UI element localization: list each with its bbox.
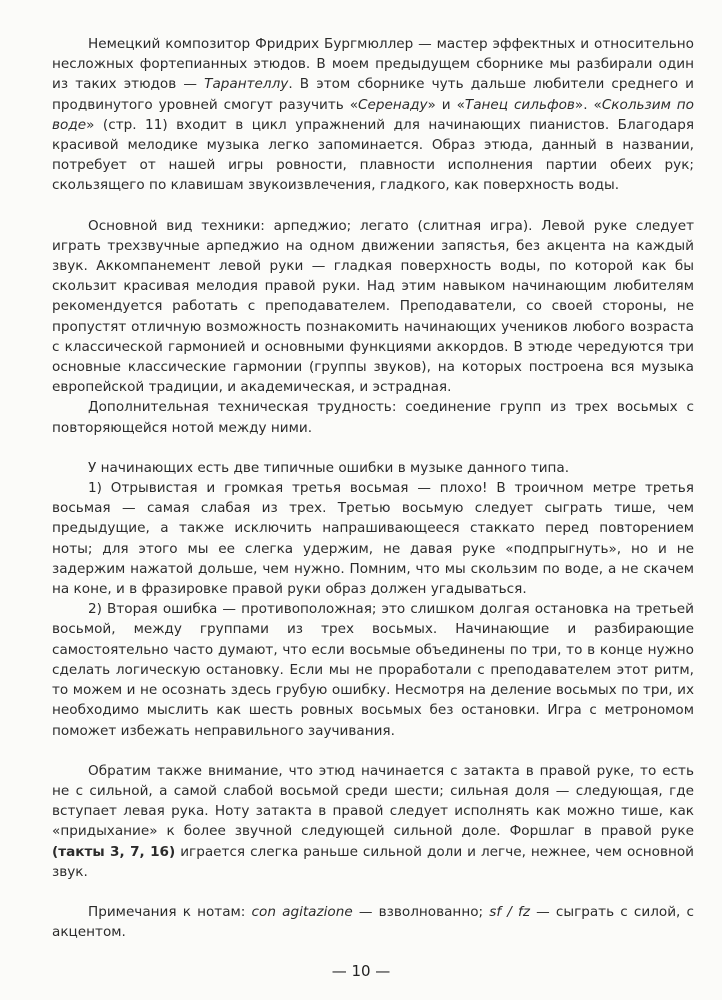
paragraph-mistakes-intro: У начинающих есть две типичные ошибки в музыке данного типа. bbox=[88, 459, 570, 476]
bars-reference: (такты 3, 7, 16) bbox=[52, 843, 176, 860]
title-sylph-dance: Танец сильфов bbox=[464, 96, 575, 113]
page-body bbox=[52, 34, 694, 942]
paragraph-upbeat: Обратим также внимание, что этюд начинается с затакта в правой руке, то есть не с сильной, а самой слабой восьмой среди шести; сильная доля — следующая, где вступает левая рука. Ноту затакта в правой следует исполнять как можно тише, как «придыхание» к более звучной следующей сильной доле. Форшлаг в правой руке (такты 3, 7, 16) играется слегка раньше сильной доли и легче, нежнее, чем основной звук. bbox=[52, 762, 694, 880]
spacer bbox=[52, 196, 694, 216]
paragraph-technique: Основной вид техники: арпеджио; легато (слитная игра). Левой руке следует играть трехзвучные арпеджио на одном движении запястья, без акцента на каждый звук. Аккомпанемент левой руки — гладкая поверхность воды, по которой как бы скользит красивая мелодия правой руки. Над этим навыком начинающим любителям рекомендуется работать с преподавателем. Преподаватели, со своей стороны, не пропустят отличную возможность познакомить начинающих учеников любого возраста с классической гармонией и основными функциями аккордов. В этюде чередуются три основные классические гармонии (группы звуков), на которых построена вся музыка европейской традиции, и академическая, и эстрадная. bbox=[52, 217, 694, 396]
paragraph-intro: Немецкий композитор Фридрих Бургмюллер — мастер эффектных и относительно несложных фортепианных этюдов. В моем предыдущем сборнике мы разбирали один из таких этюдов — Тарантеллу. В этом сборнике чуть дальше любители среднего и продвинутого уровней смогут разучить «Серенаду» и «Танец сильфов». «Скользим по воде» (стр. 11) входит в цикл упражнений для начинающих пианистов. Благодаря красивой мелодике музыка легко запоминается. Образ этюда, данный в названии, потребует от нашей игры ровности, плавности исполнения партии обеих рук; скользящего по клавишам звукоизвлечения, гладкого, как поверхность воды. bbox=[52, 36, 694, 194]
title-serenade: Серенаду bbox=[358, 96, 428, 113]
spacer bbox=[52, 882, 694, 902]
paragraph-notes: Примечания к нотам: con agitazione — взволнованно; sf / fz — сыграть с силой, с акцентом. bbox=[52, 903, 694, 941]
paragraph-difficulty: Дополнительная техническая трудность: соединение групп из трех восьмых с повторяющейся нотой между ними. bbox=[52, 399, 694, 436]
paragraph-mistake-2: 2) Вторая ошибка — противоположная; это слишком долгая остановка на третьей восьмой, между группами из трех восьмых. Начинающие и разбирающие самостоятельно часто думают, что если восьмые объединены по три, то в конце нужно сделать логическую остановку. Если мы не проработали с преподавателем этот ритм, то можем и не осознать здесь грубую ошибку. Несмотря на деление восьмых по три, их необходимо мыслить как шесть ровных восьмых без остановки. Игра с метрономом поможет избежать неправильного заучивания. bbox=[52, 601, 694, 739]
page-number: — 10 — bbox=[331, 962, 391, 980]
spacer bbox=[52, 741, 694, 761]
title-tarantella: Тарантеллу bbox=[204, 76, 289, 93]
paragraph-mistake-1: 1) Отрывистая и громкая третья восьмая — плохо! В троичном метре третья восьмая — самая слабая из трех. Третью восьмую следует сыграть тише, чем предыдущие, а также исключить напрашивающееся стаккато перед повторением ноты; для этого мы ее слегка удержим, не давая руке «подпрыгнуть», но и не задержим нажатой дольше, чем нужно. Помним, что мы скользим по воде, а не скачем на коне, и в фразировке правой руки образ должен угадываться. bbox=[52, 480, 694, 598]
title-gliding-on-water: Скользим по воде bbox=[52, 96, 694, 133]
term-con-agitazione: con agitazione bbox=[251, 903, 353, 920]
spacer bbox=[52, 438, 694, 458]
term-sf-fz: sf / fz bbox=[489, 903, 530, 920]
